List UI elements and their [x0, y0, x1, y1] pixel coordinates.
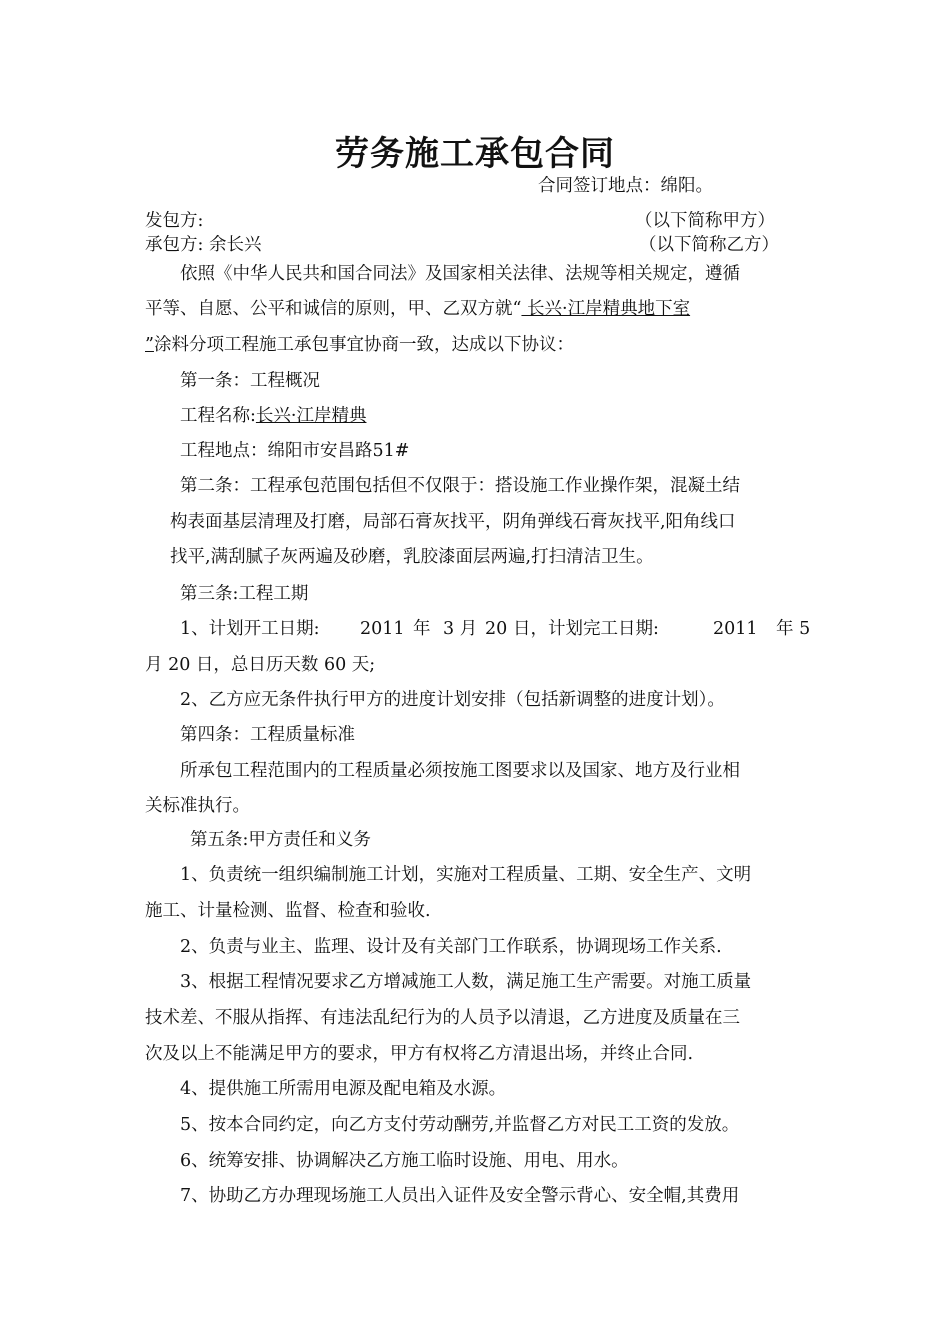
art2-line-3: 找平,满刮腻子灰两遍及砂磨，乳胶漆面层两遍,打扫清洁卫生。 — [170, 547, 654, 567]
art1-project-name: 工程名称:长兴·江岸精典 — [180, 406, 367, 426]
art5-item-1-line-2: 施工、计量检测、监督、检查和验收. — [145, 901, 431, 921]
party-a-note: （以下简称甲方） — [635, 211, 775, 231]
art5-item-4: 4、提供施工所需用电源及配电箱及水源。 — [180, 1079, 507, 1099]
art5-item-7: 7、协助乙方办理现场施工人员出入证件及安全警示背心、安全帽,其费用 — [180, 1186, 740, 1206]
art1-heading: 第一条：工程概况 — [180, 371, 320, 391]
party-a-label: 发包方: — [145, 211, 204, 231]
art2-line-1: 第二条：工程承包范围包括但不仅限于：搭设施工作业操作架，混凝土结 — [180, 476, 740, 496]
art5-item-3-line-1: 3、根据工程情况要求乙方增减施工人数，满足施工生产需要。对施工质量 — [180, 972, 752, 992]
art1-project-site: 工程地点：绵阳市安昌路51# — [180, 441, 410, 461]
art3-item-2: 2、乙方应无条件执行甲方的进度计划安排（包括新调整的进度计划）。 — [180, 690, 725, 710]
art5-item-6: 6、统筹安排、协调解决乙方施工临时设施、用电、用水。 — [180, 1151, 629, 1171]
contract-page: 劳务施工承包合同 合同签订地点：绵阳。 发包方: （以下简称甲方） 承包方: 余长兴 （以下简称乙方） 依照《中华人民共和国合同法》及国家相关法律、法规等相关规定，遵循 平等、自愿、公平和诚信的原则，甲、乙双方就“ 长兴·江岸精典地下室 ”涂料分项工程施工承包事宜协商一致，达成以下协议： 第一条：工程概况 工程名称:长兴·江岸精典 工程地点：绵阳市安昌路51# 第二条：工程承包范围包括但不仅限于：搭设施工作业操作架，混凝土结 构表面基层清理及打磨，局部石膏灰找平，阴角弹线石膏灰找平,阳角线口 找平,满刮腻子灰两遍及砂磨，乳胶漆面层两遍,打扫清洁卫生。 第三条:工程工期 1、计划开工日期: 2011 年 3 月 20 日，计划完工日期: 2011 年 5 月 20 日，总日历天数 60 天; 2、乙方应无条件执行甲方的进度计划安排（包括新调整的进度计划）。 第四条：工程质量标准 所承包工程范围内的工程质量必须按施工图要求以及国家、地方及行业相 关标准执行。 第五条:甲方责任和义务 1、负责统一组织编制施工计划，实施对工程质量、工期、安全生产、文明 施工、计量检测、监督、检查和验收. 2、负责与业主、监理、设计及有关部门工作联系，协调现场工作关系. 3、根据工程情况要求乙方增减施工人数，满足施工生产需要。对施工质量 技术差、不服从指挥、有违法乱纪行为的人员予以清退，乙方进度及质量在三 次及以上不能满足甲方的要求，甲方有权将乙方清退出场，并终止合同. 4、提供施工所需用电源及配电箱及水源。 5、按本合同约定，向乙方支付劳动酬劳,并监督乙方对民工工资的发放。 6、统筹安排、协调解决乙方施工临时设施、用电、用水。 7、协助乙方办理现场施工人员出入证件及安全警示背心、安全帽,其费用 — [0, 0, 950, 1344]
party-b-label: 承包方: — [145, 235, 204, 255]
intro-line-2: 平等、自愿、公平和诚信的原则，甲、乙双方就“ 长兴·江岸精典地下室 — [145, 299, 691, 319]
art5-item-5: 5、按本合同约定，向乙方支付劳动酬劳,并监督乙方对民工工资的发放。 — [180, 1115, 740, 1135]
party-b-name: 余长兴 — [208, 235, 262, 255]
art5-heading: 第五条:甲方责任和义务 — [190, 830, 371, 850]
art4-heading: 第四条：工程质量标准 — [180, 725, 355, 745]
party-b-row — [145, 233, 810, 257]
art3-dates-line-2: 月 20 日，总日历天数 60 天; — [145, 655, 376, 675]
art4-line-2: 关标准执行。 — [145, 796, 250, 816]
art3-heading: 第三条:工程工期 — [180, 584, 309, 604]
intro-line-3: ”涂料分项工程施工承包事宜协商一致，达成以下协议： — [145, 335, 574, 355]
art5-item-1-line-1: 1、负责统一组织编制施工计划，实施对工程质量、工期、安全生产、文明 — [180, 865, 752, 885]
project-name-underlined: 长兴·江岸精典地下室 — [521, 299, 691, 319]
art5-item-3-line-3: 次及以上不能满足甲方的要求，甲方有权将乙方清退出场，并终止合同. — [145, 1044, 694, 1064]
art4-line-1: 所承包工程范围内的工程质量必须按施工图要求以及国家、地方及行业相 — [180, 761, 740, 781]
party-b-note: （以下简称乙方） — [639, 235, 779, 255]
intro-line-1: 依照《中华人民共和国合同法》及国家相关法律、法规等相关规定，遵循 — [180, 264, 740, 284]
art5-item-3-line-2: 技术差、不服从指挥、有违法乱纪行为的人员予以清退，乙方进度及质量在三 — [145, 1008, 740, 1028]
party-a-row — [145, 209, 810, 233]
art2-line-2: 构表面基层清理及打磨，局部石膏灰找平，阴角弹线石膏灰找平,阳角线口 — [170, 512, 736, 532]
page-title: 劳务施工承包合同 — [335, 134, 615, 174]
art5-item-2: 2、负责与业主、监理、设计及有关部门工作联系，协调现场工作关系. — [180, 937, 722, 957]
